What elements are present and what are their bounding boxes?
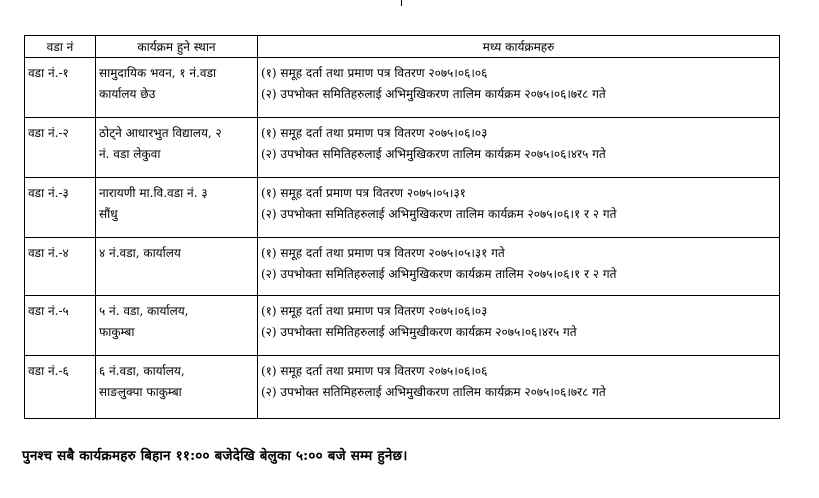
- programs-cell: [258, 118, 780, 178]
- program-line: (२) उपभोक्ता समितिहरुलाई अभिमुखीकरण कार्यक्रम २०७५।०६।४र५ गते: [261, 325, 577, 339]
- program-line: (२) उपभोक्ता समितिहरुलाई अभिमुखिकरण तालिम कार्यक्रम २०७५।०६।१ र २ गते: [261, 207, 617, 221]
- venue-line: ४ नं.वडा, कार्यालय: [99, 246, 181, 260]
- programs-cell: [258, 58, 780, 118]
- ward-program-table: [24, 35, 780, 419]
- header-programs: मध्य कार्यक्रमहरु: [258, 36, 780, 58]
- ward-no-cell: वडा नं.-६: [25, 356, 96, 419]
- program-line: (२) उपभोक्त सतिमिहरुलाई अभिमुखीकरण तालिम कार्यक्रम २०७५।०६।७र८ गते: [261, 385, 606, 399]
- program-line: (१) समूह दर्ता तथा प्रमाण पत्र वितरण २०७५।०६।०६: [261, 364, 488, 378]
- venue-line: सामुदायिक भवन, १ नं.वडा: [99, 66, 217, 80]
- programs-cell: [258, 178, 780, 238]
- programs-cell: [258, 296, 780, 356]
- venue-line: सौंधु: [99, 207, 118, 221]
- venue-cell: [96, 118, 258, 178]
- program-line: (१) समूह दर्ता तथा प्रमाण पत्र वितरण २०७५।०६।०६: [261, 66, 488, 80]
- venue-line: ५ नं. वडा, कार्यालय,: [99, 304, 189, 318]
- venue-line: नारायणी मा.वि.वडा नं. ३: [99, 186, 208, 200]
- program-line: (१) समूह दर्ता तथा प्रमाण पत्र वितरण २०७५।०५।३१ गते: [261, 246, 505, 260]
- footer-note: पुनश्च सबै कार्यक्रमहरु बिहान ११:०० बजेदेखि बेलुका ५:०० बजे सम्म हुनेछ।: [22, 448, 408, 464]
- table-row: [25, 58, 780, 118]
- table-header-row: [25, 36, 780, 58]
- table-row: [25, 118, 780, 178]
- table-row: [25, 238, 780, 296]
- program-line: (१) समूह दर्ता प्रमाण पत्र वितरण २०७५।०५।३१: [261, 186, 466, 200]
- venue-line: ६ नं.वडा, कार्यालय,: [99, 364, 185, 378]
- venue-line: कार्यालय छेउ: [99, 87, 156, 101]
- program-line: (२) उपभोक्त समितिहरुलाई अभिमुखिकरण तालिम कार्यक्रम २०७५।०६।७र८ गते: [261, 87, 606, 101]
- ward-no-cell: वडा नं.-३: [25, 178, 96, 238]
- top-tick-mark: [401, 0, 402, 6]
- programs-cell: [258, 238, 780, 296]
- program-line: (२) उपभोक्त समितिहरुलाई अभिमुखिकरण तालिम कार्यक्रम २०७५।०६।४र५ गते: [261, 147, 606, 161]
- venue-cell: [96, 58, 258, 118]
- header-venue: कार्यक्रम हुने स्थान: [96, 36, 258, 58]
- program-line: (१) समूह दर्ता तथा प्रमाण पत्र वितरण २०७५।०६।०३: [261, 126, 488, 140]
- ward-no-cell: वडा नं.-५: [25, 296, 96, 356]
- header-ward-no: वडा नं: [25, 36, 96, 58]
- venue-line: ठोट्ने आधारभुत विद्यालय, २: [99, 126, 222, 140]
- programs-cell: [258, 356, 780, 419]
- venue-cell: [96, 238, 258, 296]
- venue-cell: [96, 356, 258, 419]
- table-row: [25, 178, 780, 238]
- ward-no-cell: वडा नं.-४: [25, 238, 96, 296]
- ward-no-cell: वडा नं.-१: [25, 58, 96, 118]
- venue-cell: [96, 178, 258, 238]
- venue-line: फाकुम्बा: [99, 325, 135, 339]
- venue-cell: [96, 296, 258, 356]
- venue-line: नं. वडा लेकुवा: [99, 147, 161, 161]
- ward-no-cell: वडा नं.-२: [25, 118, 96, 178]
- program-line: (२) उपभोक्ता समितिहरुलाई अभिमुखिकरण कार्यक्रम तालिम २०७५।०६।१ र २ गते: [261, 267, 617, 281]
- venue-line: साङलुक्पा फाकुम्बा: [99, 385, 182, 399]
- table-row: [25, 296, 780, 356]
- program-line: (१) समूह दर्ता तथा प्रमाण पत्र वितरण २०७५।०६।०३: [261, 304, 488, 318]
- table-row: [25, 356, 780, 419]
